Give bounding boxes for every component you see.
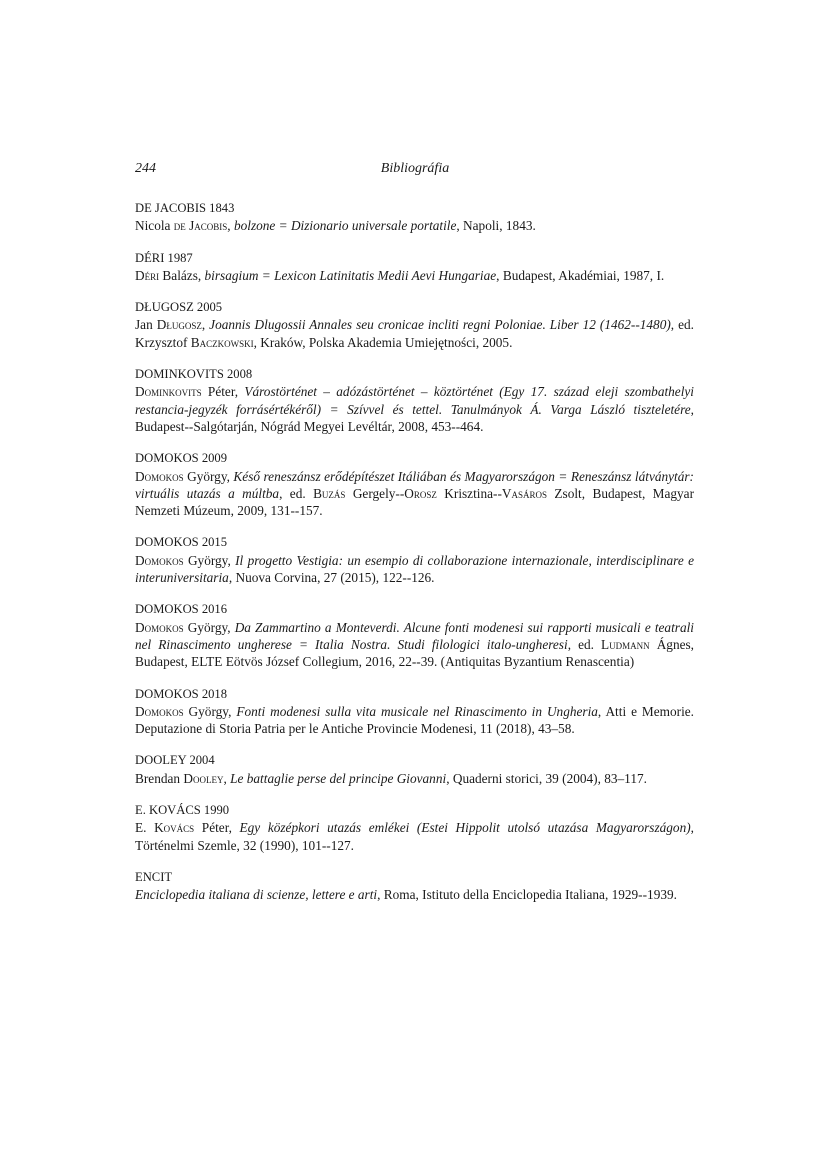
reference-text: , Roma, Istituto della Enciclopedia Italiana, 1929--1939. <box>377 887 677 903</box>
author-name: de Jacobis <box>173 218 228 234</box>
reference-text: Brendan <box>135 770 184 786</box>
reference-title: Késő reneszánsz erődépítészet Itáliában és Magyarországon = Reneszánsz látványtár: virtuális utazás a múltba <box>135 468 694 501</box>
reference-text: E. <box>135 820 155 836</box>
entry-reference <box>135 703 694 738</box>
entry-reference <box>135 619 694 671</box>
reference-text: Péter, <box>201 384 245 400</box>
reference-title: Joannis Dlugossii Annales seu cronicae incliti regni Poloniae. Liber 12 (1462--1480) <box>209 317 671 333</box>
entry-key: DOOLEY 2004 <box>135 753 215 768</box>
reference-text: , <box>227 218 234 234</box>
entry-reference <box>135 552 694 587</box>
entry-reference <box>135 383 694 435</box>
reference-text: Ágnes, Budapest, ELTE Eötvös József Collegium, 2016, 22--39. (Antiquitas Byzantium Renascentia) <box>135 636 695 670</box>
author-name: Buzás <box>313 485 346 501</box>
reference-text: György, <box>183 703 237 719</box>
entry-reference <box>135 886 694 903</box>
author-name: Orosz <box>404 485 437 501</box>
bibliography-entry <box>135 601 694 670</box>
entry-reference <box>135 468 694 520</box>
entry-key: DE JACOBIS 1843 <box>135 201 235 215</box>
entry-key: ENCIT <box>135 869 173 884</box>
reference-text: , ed. <box>279 485 314 501</box>
reference-text: Zsolt, Budapest, Magyar Nemzeti Múzeum, 2009, 131--157. <box>135 485 695 519</box>
reference-text: Nicola <box>135 218 174 234</box>
entry-key: DOMINKOVITS 2008 <box>135 367 253 382</box>
reference-text: , <box>223 770 231 786</box>
author-name: Długosz <box>156 317 202 333</box>
page-header <box>135 161 695 181</box>
reference-text: Krisztina-- <box>436 485 502 501</box>
entry-reference <box>135 770 694 787</box>
author-name: Dooley <box>183 770 224 786</box>
reference-text: , Nuova Corvina, 27 (2015), 122--126. <box>228 570 435 586</box>
reference-text: , ed. Krzysztof <box>135 317 694 350</box>
reference-text: Péter, <box>194 820 240 836</box>
bibliography-entry <box>135 534 694 586</box>
entry-key: E. KOVÁCS 1990 <box>135 803 230 818</box>
reference-text: , Kraków, Polska Akademia Umiejętności, 2005. <box>253 334 513 350</box>
reference-title: Fonti modenesi sulla vita musicale nel Rinascimento in Ungheria <box>236 703 598 719</box>
reference-title: Il progetto Vestigia: un esempio di collaborazione internazionale, interdisciplinare e interuniversitaria <box>135 552 694 586</box>
reference-text: , ed. <box>567 636 602 652</box>
reference-text: , Budapest--Salgótarján, Nógrád Megyei Levéltár, 2008, 453--464. <box>135 401 694 434</box>
author-name: Dominkovits <box>135 384 202 400</box>
author-name: Déri <box>135 267 160 283</box>
reference-text: , <box>201 317 210 333</box>
reference-title: Egy középkori utazás emlékei (Estei Hippolit utolsó utazása Magyarországon) <box>239 820 691 836</box>
reference-text: Balázs, <box>159 267 205 283</box>
entry-key: DÉRI 1987 <box>135 250 193 265</box>
reference-text: , Budapest, Akadémiai, 1987, I. <box>496 267 665 283</box>
reference-title: Várostörténet – adózástörténet – köztörténet (Egy 17. század eleji szombathelyi restancia-jegyzék forrásértékéről) = Szívvel és tettel. Tanulmányok Á. Varga László tiszteletére <box>135 384 694 417</box>
author-name: Vasáros <box>501 485 548 501</box>
entry-reference <box>135 267 694 284</box>
author-name: Domokos <box>135 619 184 635</box>
entry-reference <box>135 819 694 854</box>
reference-text: , Történelmi Szemle, 32 (1990), 101--127. <box>135 820 694 853</box>
reference-text: György, <box>183 468 234 484</box>
entry-reference <box>135 316 694 351</box>
reference-text: , Quaderni storici, 39 (2004), 83–117. <box>446 770 647 786</box>
author-name: Domokos <box>135 468 184 484</box>
bibliography-entry <box>135 752 694 787</box>
bibliography-list <box>135 200 694 919</box>
bibliography-entry <box>135 250 694 285</box>
reference-text: György, <box>183 552 236 568</box>
reference-title: bolzone = Dizionario universale portatile <box>233 218 457 234</box>
author-name: Domokos <box>135 703 184 719</box>
reference-title: Da Zammartino a Monteverdi. Alcune fonti modenesi sui rapporti musicali e teatrali nel Rinascimento ungherese = Italia Nostra. Studi filologici italo-ungheresi <box>135 619 694 652</box>
author-name: Ludmann <box>601 636 650 652</box>
entry-key: DOMOKOS 2016 <box>135 602 228 617</box>
reference-text: , Atti e Memorie. Deputazione di Storia Patria per le Antiche Provincie Modenesi, 11 (2018), 43–58. <box>135 703 694 737</box>
reference-text: Jan <box>135 317 157 333</box>
running-title: Bibliográfia <box>380 161 450 176</box>
bibliography-entry <box>135 686 694 738</box>
entry-key: DŁUGOSZ 2005 <box>135 300 223 315</box>
bibliography-entry <box>135 200 694 235</box>
entry-key: DOMOKOS 2015 <box>135 535 228 550</box>
entry-key: DOMOKOS 2018 <box>135 686 228 701</box>
bibliography-entry <box>135 869 694 904</box>
reference-text: Gergely-- <box>345 485 405 501</box>
author-name: Domokos <box>135 552 184 568</box>
reference-title: Le battaglie perse del principe Giovanni <box>230 770 447 786</box>
reference-text: György, <box>183 619 235 635</box>
bibliography-entry <box>135 366 694 435</box>
entry-reference <box>135 217 694 234</box>
reference-title: birsagium = Lexicon Latinitatis Medii Aevi Hungariae <box>204 267 497 283</box>
bibliography-entry <box>135 802 694 854</box>
entry-key: DOMOKOS 2009 <box>135 451 228 466</box>
bibliography-entry <box>135 299 694 351</box>
author-name: Kovács <box>154 820 195 836</box>
reference-title: Enciclopedia italiana di scienze, lettere e arti <box>135 887 378 903</box>
reference-text: , Napoli, 1843. <box>456 218 536 234</box>
author-name: Baczkowski <box>190 334 254 350</box>
bibliography-entry <box>135 450 694 519</box>
page-number: 244 <box>135 161 156 176</box>
